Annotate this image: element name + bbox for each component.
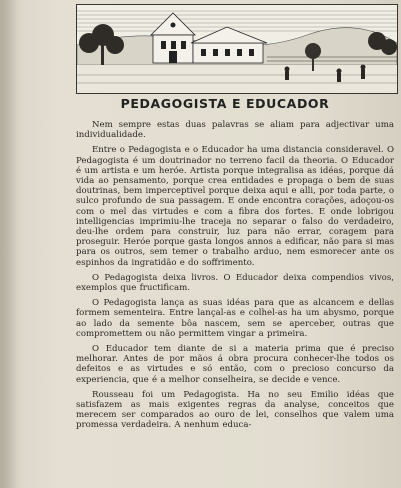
header-illustration <box>76 4 398 94</box>
paragraph: O Pedagogista deixa livros. O Educador deixa compendios vivos, exemplos que fructificam. <box>76 272 394 294</box>
paragraph: O Pedagogista lança as suas idéas para que as alcancem e dellas formem sementeira. Entre lançal-as e colhel-as ha um abysmo, porque ao lado da semente bôa nascem, sem se aperceber, outras que compromettem ou não permittem vingar a primeira. <box>76 298 394 339</box>
article-body <box>76 120 394 436</box>
article-title: PEDAGOGISTA E EDUCADOR <box>120 96 330 111</box>
paragraph: O Educador tem diante de si a materia prima que é preciso melhorar. Antes de por mãos á obra procura conhecer-lhe todos os defeitos e as virtudes e só então, com o precioso concurso da experiencia, que é a melhor conselheira, se decide e vence. <box>76 344 394 385</box>
paragraph: Nem sempre estas duas palavras se aliam para adjectivar uma individualidade. <box>76 120 394 141</box>
paragraph: Rousseau foi um Pedagogista. Ha no seu Emilio idéas que satisfazem as mais exigentes regras da analyse, conceitos que merecem ser comparados ao ouro de lei, conselhos que valem uma promessa verdadeira. A nenhum educa- <box>76 389 394 431</box>
paragraph: Entre o Pedagogista e o Educador ha uma distancia consideravel. O Pedagogista é um doutrinador no terreno facil da theoria. O Educador é um artista e um heróe. Artista porque integralisa as idéas, porque dá vida ao pensamento, porque crea entidades e propaga o bem de suas doutrinas, bem imperceptivel porque deixa aqui e alli, por toda parte, o sulco profundo de sua passagem. E onde encontra corações, adoçou-os com o mel das virtudes e com a fibra dos fortes. E onde lobrigou intelligencias imprimiu-lhe traceja no separar o falso do verdadeiro, deu-lhe ordem para construir, luz para não errar, coragem para proseguir. Heróe porque gasta longos annos a edificar, não para si mas para os outros, sem temer o trabalho arduo, nem esmorecer ante os espinhos da ingratidão e do soffrimento. <box>76 145 395 268</box>
page-binding-shadow <box>0 0 18 488</box>
